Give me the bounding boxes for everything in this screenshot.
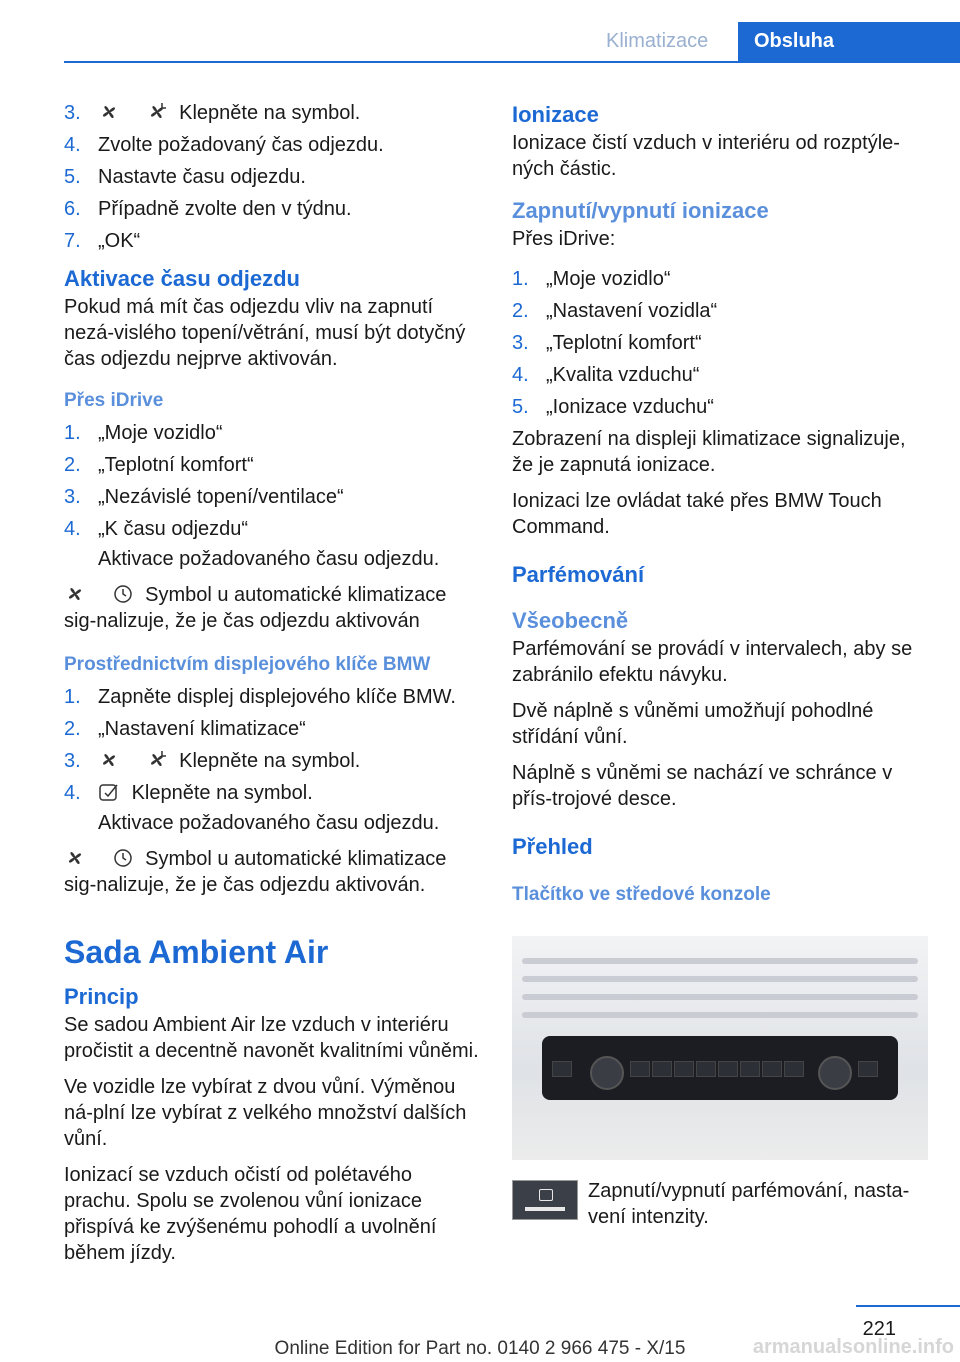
steps-list-2 (64, 420, 480, 542)
list-item: 5. „Ionizace vzduchu“ (512, 396, 714, 418)
section-heading: Aktivace času odjezdu (64, 266, 300, 291)
paragraph: Zobrazení na displeji klimatizace signalizuje, že je zapnutá ionizace. (512, 428, 906, 476)
header-section-title: Klimatizace (606, 30, 709, 52)
symbol-note: Symbol u automatické klimatizace sig‐nalizuje, že je čas odjezdu aktivován. (64, 848, 447, 896)
fragrance-button-icon (512, 1180, 578, 1220)
list-item: 4. Klepněte na symbol. (64, 782, 313, 804)
section-heading: Přehled (512, 834, 593, 859)
paragraph: Dvě náplně s vůněmi umožňují pohodlné střídání vůní. (512, 700, 874, 748)
fan-icon (64, 847, 86, 869)
paragraph: Přes iDrive: (512, 228, 616, 250)
list-item: 3. Klepněte na symbol. (64, 750, 361, 772)
list-item: 6. Případně zvolte den v týdnu. (64, 198, 352, 220)
list-item: 3. Klepněte na symbol. (64, 102, 361, 124)
symbol-note: Symbol u automatické klimatizace sig‐nalizuje, že je čas odjezdu aktivován (64, 584, 447, 632)
fan-icon (98, 749, 120, 771)
page-number: 221 (862, 1318, 896, 1340)
step-result: Aktivace požadovaného času odjezdu. (98, 548, 440, 570)
subsection-heading: Prostřednictvím displejového klíče BMW (64, 654, 431, 675)
section-heading: Všeobecně (512, 608, 629, 633)
chapter-heading: Sada Ambient Air (64, 934, 329, 970)
list-item: 3. „Teplotní komfort“ (512, 332, 702, 354)
list-item: 2. „Teplotní komfort“ (64, 454, 254, 476)
paragraph: Ve vozidle lze vybírat z dvou vůní. Výměnou ná‐plní lze vybírat z velkého množství dalších vůní. (64, 1076, 467, 1150)
list-item: 1. Zapněte displej displejového klíče BMW. (64, 686, 456, 708)
section-heading: Zapnutí/vypnutí ionizace (512, 198, 769, 223)
list-item: 1. „Moje vozidlo“ (64, 422, 223, 444)
fan-clock-icon (146, 101, 168, 123)
list-item: 4. „Kvalita vzduchu“ (512, 364, 700, 386)
button-caption: Zapnutí/vypnutí parfémování, nasta‐vení intenzity. (588, 1180, 910, 1228)
paragraph: Pokud má mít čas odjezdu vliv na zapnutí nezá‐vislého topení/větrání, musí být dotyčný čas odjezdu nejprve aktivován. (64, 296, 466, 370)
list-item: 5. Nastavte času odjezdu. (64, 166, 306, 188)
fan-clock-icon (146, 749, 168, 771)
paragraph: Se sadou Ambient Air lze vzduch v interiéru pročistit a decentně navonět kvalitními vůněmi. (64, 1014, 479, 1062)
footer-rule (856, 1305, 960, 1307)
checkbox-icon (98, 781, 120, 803)
clock-icon (112, 583, 134, 605)
list-item: 2. „Nastavení klimatizace“ (64, 718, 306, 740)
list-item: 1. „Moje vozidlo“ (512, 268, 671, 290)
step-result: Aktivace požadovaného času odjezdu. (98, 812, 440, 834)
steps-list-3 (64, 684, 480, 806)
watermark: armanualsonline.info (752, 1336, 954, 1358)
edition-text: Online Edition for Part no. 0140 2 966 475 - X/15 (274, 1338, 686, 1359)
paragraph: Parfémování se provádí v intervalech, aby se zabránilo efektu návyku. (512, 638, 913, 686)
section-heading: Ionizace (512, 102, 599, 127)
subsection-heading: Tlačítko ve středové konzole (512, 884, 771, 905)
section-heading: Princip (64, 984, 139, 1009)
list-item: 4. Zvolte požadovaný čas odjezdu. (64, 134, 384, 156)
list-item: 3. „Nezávislé topení/ventilace“ (64, 486, 344, 508)
section-heading: Parfémování (512, 562, 645, 587)
clock-icon (112, 847, 134, 869)
paragraph: Ionizace čistí vzduch v interiéru od rozptýle‐ných částic. (512, 132, 900, 180)
console-photo (512, 936, 928, 1160)
paragraph: Náplně s vůněmi se nachází ve schránce v přís‐trojové desce. (512, 762, 893, 810)
steps-list-1 (64, 100, 480, 254)
subsection-heading: Přes iDrive (64, 390, 164, 411)
list-item: 2. „Nastavení vozidla“ (512, 300, 718, 322)
fan-icon (98, 101, 120, 123)
paragraph: Ionizaci lze ovládat také přes BMW Touch Command. (512, 490, 882, 538)
list-item: 4. „K času odjezdu“ (64, 518, 249, 540)
paragraph: Ionizací se vzduch očistí od polétavého prachu. Spolu se zvolenou vůní ionizace přispívá ke zvýšenému pohodlí a uvolnění během jízdy. (64, 1164, 437, 1264)
header-tab: Obsluha (738, 22, 960, 62)
steps-list-4 (512, 266, 928, 420)
list-item: 7. „OK“ (64, 230, 141, 252)
fan-icon (64, 583, 86, 605)
header-rule (64, 61, 960, 63)
right-column (512, 100, 928, 908)
left-column (64, 100, 480, 1276)
